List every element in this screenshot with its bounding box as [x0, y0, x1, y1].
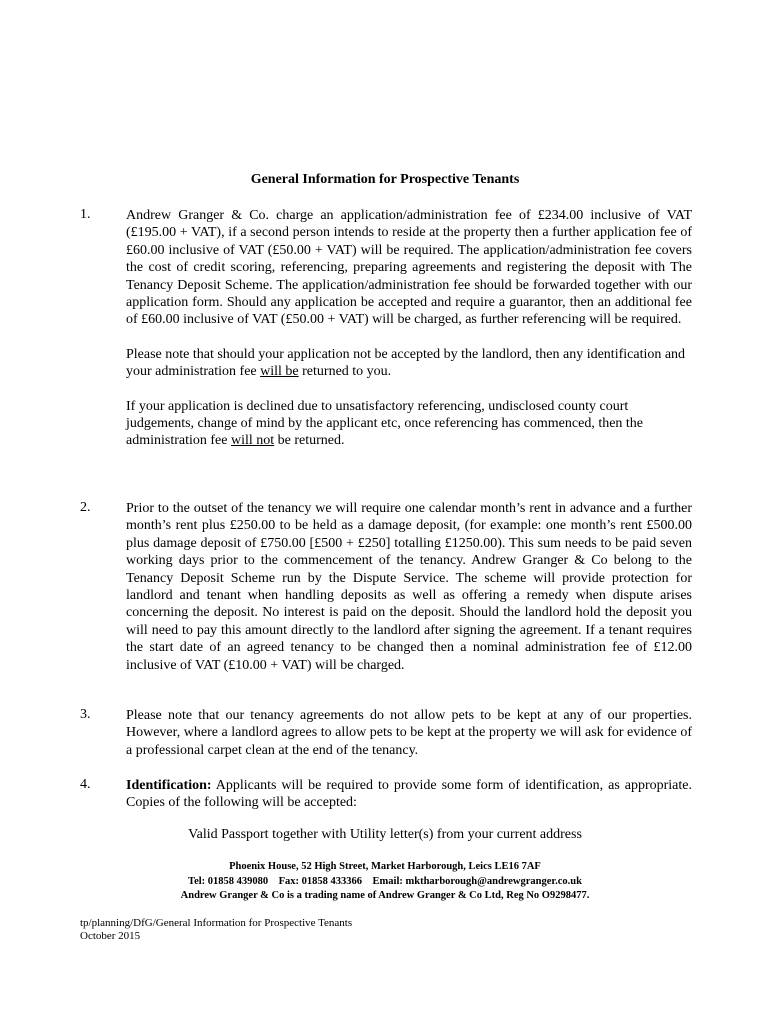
footer-legal: Andrew Granger & Co is a trading name of Andrew Granger & Co Ltd, Reg No O9298477.	[180, 890, 590, 901]
list-item-1	[80, 207, 692, 450]
document-reference	[80, 917, 352, 943]
item-1-paragraph-declined	[126, 398, 692, 450]
item-4-text: Applicants will be required to provide some form of identification, as appropriate. Copies of the following will be accepted:	[126, 778, 692, 811]
document-date: October 2015	[80, 930, 141, 942]
footer	[0, 860, 770, 904]
item-number: 2.	[80, 500, 91, 515]
item-number: 3.	[80, 707, 91, 722]
accepted-id-line: Valid Passport together with Utility letter(s) from your current address	[188, 827, 582, 842]
paragraph-text: returned to you.	[298, 364, 392, 380]
footer-contact: Tel: 01858 439080 Fax: 01858 433366 Email: mktharborough@andrewgranger.co.uk	[188, 875, 582, 887]
list-item-4	[80, 777, 692, 812]
paragraph-text: Please note that should your application not be accepted by the landlord, then any identification and your administration fee	[126, 346, 686, 380]
item-1-paragraph-fees: Andrew Granger & Co. charge an application/administration fee of £234.00 inclusive of VAT (£195.00 + VAT), if a second person intends to reside at the property then a further application fee of £60.00 inclusive of VAT (£50.00 + VAT) will be required. The application/administration fee covers the cost of credit scoring, referencing, preparing agreements and registering the deposit with The Tenancy Deposit Scheme. The application/administration fee should be forwarded together with our application form. Should any application be accepted and require a guarantor, then an additional fee of £60.00 inclusive of VAT (£50.00 + VAT) will be charged, as further referencing will be required.	[126, 208, 692, 328]
item-number: 1.	[80, 207, 91, 222]
footer-address: Phoenix House, 52 High Street, Market Harborough, Leics LE16 7AF	[229, 861, 541, 872]
underlined-will-be: will be	[260, 364, 299, 380]
list-item-3	[80, 707, 692, 759]
item-3-text: Please note that our tenancy agreements do not allow pets to be kept at any of our properties. However, where a landlord agrees to allow pets to be kept at the property we will ask for evidence of a professional carpet clean at the end of the tenancy.	[126, 708, 692, 758]
document-path: tp/planning/DfG/General Information for Prospective Tenants	[80, 917, 353, 929]
item-4-body	[126, 777, 692, 812]
paragraph-text: be returned.	[274, 433, 345, 449]
underlined-will-not: will not	[230, 433, 275, 449]
item-1-paragraph-not-accepted	[126, 346, 692, 381]
item-2-text: Prior to the outset of the tenancy we will require one calendar month’s rent in advance and a further month’s rent plus £250.00 to be held as a damage deposit, (for example: one month’s rent £500.00 plus damage deposit of £750.00 [£500 + £250] totalling £1250.00). This sum needs to be paid seven working days prior to the commencement of the tenancy. Andrew Granger & Co belong to the Tenancy Deposit Scheme run by the Dispute Service. The scheme will provide protection for landlord and tenant when handling deposits as well as offering a remedy when dispute arises concerning the deposit. No interest is paid on the deposit. Should the landlord hold the deposit you will need to pay this amount directly to the landlord after signing the agreement. If a tenant requires the start date of an agreed tenancy to be changed then a nominal administration fee of £12.00 inclusive of VAT (£10.00 + VAT) will be charged.	[126, 501, 692, 673]
identification-heading: Identification:	[126, 778, 212, 793]
list-item-2	[80, 500, 692, 674]
item-number: 4.	[80, 777, 91, 792]
page-title: General Information for Prospective Tenants	[250, 172, 520, 187]
paragraph-text: If your application is declined due to unsatisfactory referencing, undisclosed county court judgements, change of mind by the applicant etc, once referencing has commenced, then the administration fee	[126, 398, 644, 449]
